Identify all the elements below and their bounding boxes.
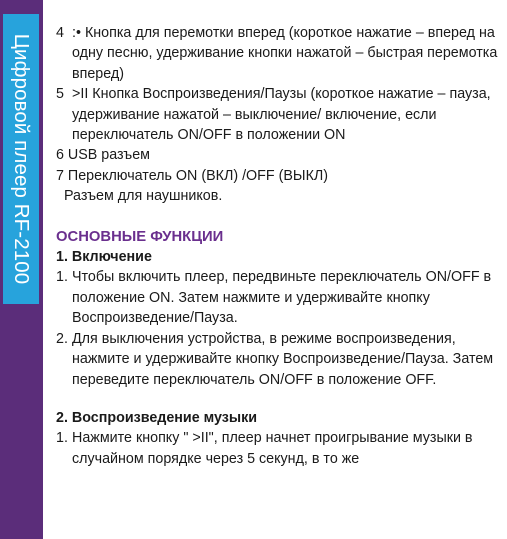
control-item-usb: 6 USB разъем [56, 147, 150, 164]
subsection-heading-power: 1. Включение [56, 249, 152, 266]
control-item-number: 5 [56, 86, 64, 103]
list-item [56, 267, 503, 328]
list-item-number: 1. [56, 430, 68, 447]
section-title: ОСНОВНЫЕ ФУНКЦИИ [56, 228, 224, 245]
list-item-text: Для выключения устройства, в режиме воспроизведения, нажмите и удерживайте кнопку Воспроизведение/Пауза. Затем переведите переключатель ON/OFF в положение OFF. [72, 330, 494, 388]
sidebar-tab [3, 14, 39, 304]
control-item-forward [56, 23, 503, 84]
list-item [56, 428, 503, 469]
list-item-text: Чтобы включить плеер, передвиньте переключатель ON/OFF в положение ON. Затем нажмите и удерживайте кнопку Воспроизведение/Пауза. [72, 269, 492, 327]
manual-content [56, 23, 503, 469]
list-item-number: 1. [56, 269, 68, 286]
control-item-play-pause [56, 84, 503, 145]
sidebar-title: Цифровой плеер RF-2100 [10, 33, 33, 285]
control-item-text: >II Кнопка Воспроизведения/Паузы (короткое нажатие – пауза, удерживание нажатой – выключение/ включение, если переключатель ON/OFF в положении ON [72, 86, 491, 144]
sidebar-bar [0, 0, 43, 539]
control-item-headphones: Разъем для наушников. [64, 188, 223, 205]
list-item-number: 2. [56, 330, 68, 347]
control-item-text: :• Кнопка для перемотки вперед (короткое нажатие – вперед на одну песню, удерживание кнопки нажатой – быстрая перемотка вперед) [72, 25, 498, 82]
subsection-heading-playback: 2. Воспроизведение музыки [56, 409, 258, 426]
list-item-text: Нажмите кнопку " >II", плеер начнет проигрывание музыки в случайном порядке через 5 секунд, в то же [72, 430, 473, 467]
list-item [56, 329, 503, 390]
control-item-switch: 7 Переключатель ON (ВКЛ) /OFF (ВЫКЛ) [56, 167, 329, 184]
control-item-number: 4 [56, 25, 64, 41]
